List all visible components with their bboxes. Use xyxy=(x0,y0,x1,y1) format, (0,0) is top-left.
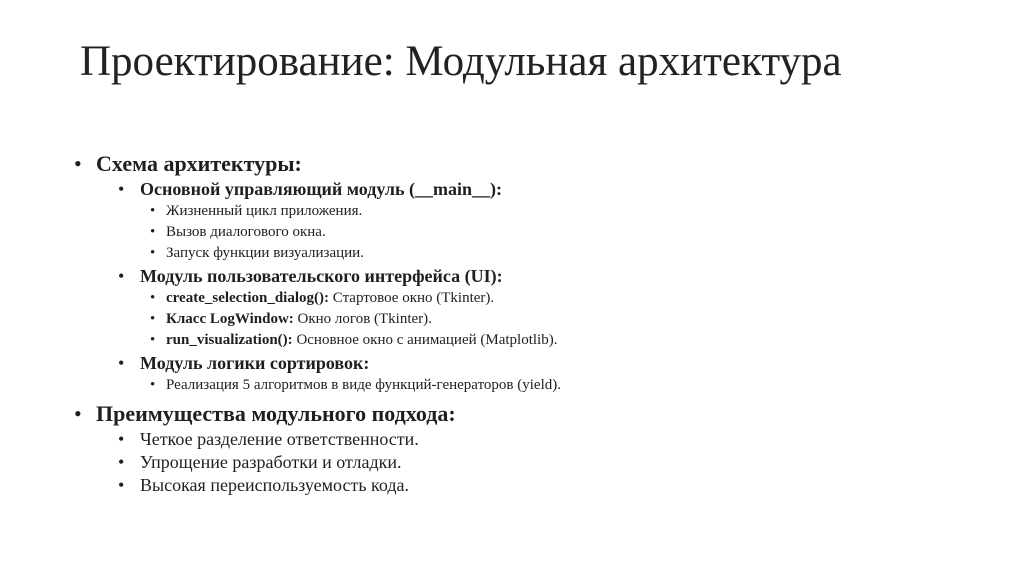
module-items xyxy=(150,201,972,264)
section-architecture xyxy=(72,150,972,396)
list-item: • Запуск функции визуализации. xyxy=(150,243,972,264)
advantage-list xyxy=(116,428,972,497)
module-ui xyxy=(116,265,972,351)
module-main xyxy=(116,178,972,264)
slide-title: Проектирование: Модульная архитектура xyxy=(80,38,842,85)
list-item: • Реализация 5 алгоритмов в виде функций-генераторов (yield). xyxy=(150,375,972,396)
list-item: • Четкое разделение ответственности. xyxy=(116,428,972,451)
list-item: • Упрощение разработки и отладки. xyxy=(116,451,972,474)
module-label: • Основной управляющий модуль (__main__): xyxy=(116,178,972,201)
list-item: • Класс LogWindow: Окно логов (Tkinter). xyxy=(150,309,972,330)
module-label: • Модуль пользовательского интерфейса (UI): xyxy=(116,265,972,288)
section-heading: • Преимущества модульного подхода: xyxy=(72,400,972,428)
section-advantages xyxy=(72,400,972,497)
module-items xyxy=(150,375,972,396)
list-item: • create_selection_dialog(): Стартовое окно (Tkinter). xyxy=(150,288,972,309)
module-items xyxy=(150,288,972,351)
section-heading: • Схема архитектуры: xyxy=(72,150,972,178)
module-sorting xyxy=(116,352,972,396)
list-item: • Высокая переиспользуемость кода. xyxy=(116,474,972,497)
list-item: • run_visualization(): Основное окно с анимацией (Matplotlib). xyxy=(150,330,972,351)
list-item: • Вызов диалогового окна. xyxy=(150,222,972,243)
module-label: • Модуль логики сортировок: xyxy=(116,352,972,375)
list-item: • Жизненный цикл приложения. xyxy=(150,201,972,222)
module-list xyxy=(116,178,972,396)
top-level-list xyxy=(72,150,972,497)
slide-content xyxy=(72,150,972,497)
